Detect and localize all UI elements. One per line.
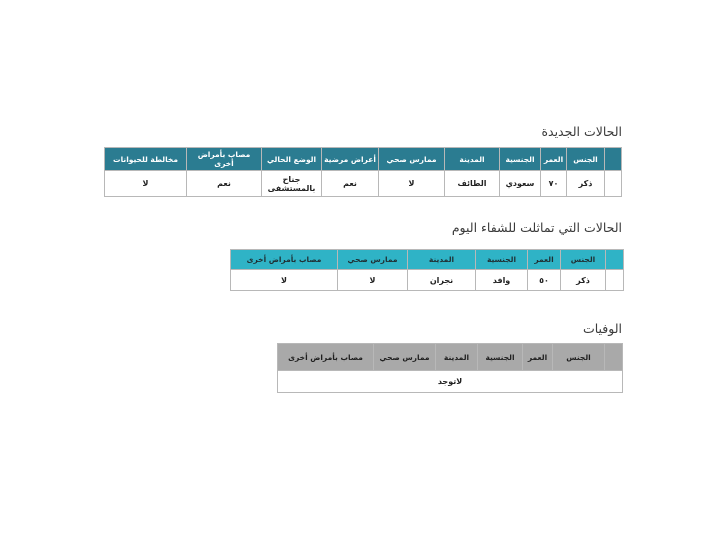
header-symptoms: أعراض مرضية [322, 148, 379, 171]
cell-gender: ذكر [567, 171, 605, 197]
header-cell [606, 250, 624, 270]
cell-health-practitioner: لا [379, 171, 445, 197]
header-city: المدينة [408, 250, 476, 270]
header-health-practitioner: ممارس صحي [338, 250, 408, 270]
cell-age: ٧٠ [541, 171, 567, 197]
header-age: العمر [541, 148, 567, 171]
new-cases-table [104, 147, 622, 197]
cell-nationality: سعودي [500, 171, 541, 197]
cell-index [606, 270, 624, 291]
cell-nationality: وافد [476, 270, 528, 291]
header-current-status: الوضع الحالي [262, 148, 322, 171]
header-nationality: الجنسية [476, 250, 528, 270]
header-nationality: الجنسية [478, 344, 523, 371]
header-cell [605, 148, 622, 171]
header-nationality: الجنسية [500, 148, 541, 171]
cell-current-status: جناح بالمستشفى [262, 171, 322, 197]
table-header-row [105, 148, 622, 171]
cell-city: نجران [408, 270, 476, 291]
header-city: المدينة [436, 344, 478, 371]
cell-other-diseases: لا [231, 270, 338, 291]
cell-animal-contact: لا [105, 171, 187, 197]
empty-message: لاتوجد [278, 371, 623, 393]
table-row [105, 171, 622, 197]
header-other-diseases: مصاب بأمراض أخرى [187, 148, 262, 171]
recovered-title: الحالات التي تماثلت للشفاء اليوم [451, 220, 622, 235]
header-cell [605, 344, 623, 371]
table-header-row [278, 344, 623, 371]
header-city: المدينة [445, 148, 500, 171]
deaths-title: الوفيات [582, 321, 622, 336]
cell-age: ٥٠ [528, 270, 561, 291]
header-gender: الجنس [567, 148, 605, 171]
header-health-practitioner: ممارس صحي [379, 148, 445, 171]
header-other-diseases: مصاب بأمراض أخرى [231, 250, 338, 270]
table-row [278, 371, 623, 393]
new-cases-title: الحالات الجديدة [541, 124, 622, 139]
cell-symptoms: نعم [322, 171, 379, 197]
cell-gender: ذكر [561, 270, 606, 291]
header-gender: الجنس [553, 344, 605, 371]
header-health-practitioner: ممارس صحي [374, 344, 436, 371]
cell-health-practitioner: لا [338, 270, 408, 291]
header-other-diseases: مصاب بأمراض أخرى [278, 344, 374, 371]
table-row [231, 270, 624, 291]
table-header-row [231, 250, 624, 270]
header-age: العمر [523, 344, 553, 371]
header-gender: الجنس [561, 250, 606, 270]
header-animal-contact: مخالطة للحيوانات [105, 148, 187, 171]
header-age: العمر [528, 250, 561, 270]
cell-other-diseases: نعم [187, 171, 262, 197]
cell-index [605, 171, 622, 197]
recovered-table [230, 249, 624, 291]
deaths-table [277, 343, 623, 393]
cell-city: الطائف [445, 171, 500, 197]
